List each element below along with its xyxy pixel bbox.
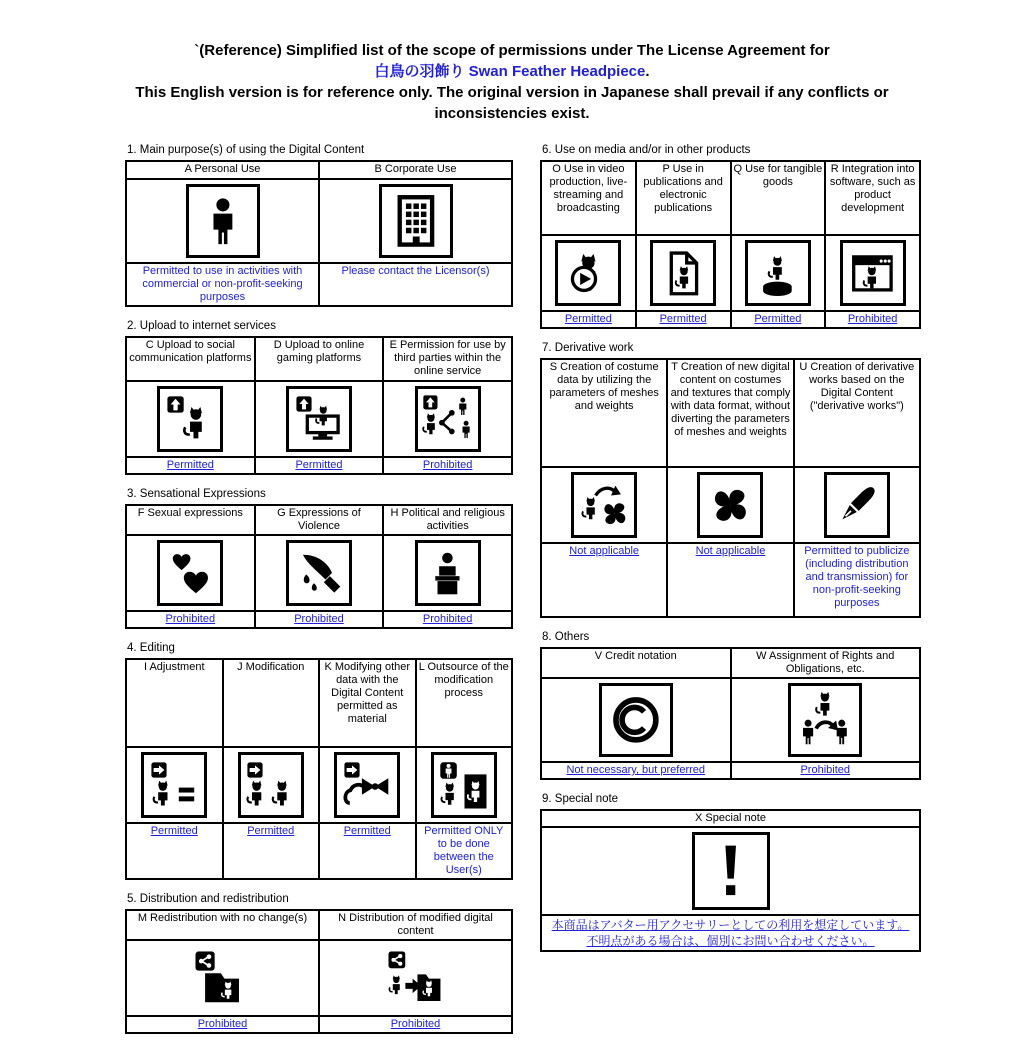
permissions-table-5 xyxy=(125,909,513,1034)
section-media-use xyxy=(540,144,921,329)
permissions-table-3 xyxy=(125,504,513,629)
status-C[interactable]: Permitted xyxy=(126,457,255,474)
section-derivative xyxy=(540,342,921,618)
costume-data-icon xyxy=(571,472,637,538)
cell-header-J: J Modification xyxy=(223,659,320,747)
cell-header-U: U Creation of derivative works based on the Digital Content ("derivative works") xyxy=(794,359,920,467)
status-F[interactable]: Prohibited xyxy=(126,611,255,628)
exclamation-icon xyxy=(692,832,770,910)
section-others xyxy=(540,631,921,780)
status-K[interactable]: Permitted xyxy=(319,823,416,879)
section-sensational xyxy=(125,488,513,629)
section-heading-4: 4. Editing xyxy=(127,642,175,654)
building-icon xyxy=(379,184,453,258)
permissions-table-1 xyxy=(125,160,513,307)
section-heading-7: 7. Derivative work xyxy=(542,342,634,354)
software-icon xyxy=(840,240,906,306)
redistribution-icon xyxy=(190,945,256,1011)
status-O[interactable]: Permitted xyxy=(541,311,636,328)
permissions-table-9 xyxy=(540,809,921,952)
cell-header-I: I Adjustment xyxy=(126,659,223,747)
material-use-icon xyxy=(334,752,400,818)
modification-icon xyxy=(238,752,304,818)
status-D[interactable]: Permitted xyxy=(255,457,384,474)
cell-header-W: W Assignment of Rights and Obligations, etc. xyxy=(731,648,921,678)
status-J[interactable]: Permitted xyxy=(223,823,320,879)
status-L: Permitted ONLY to be done between the User(s) xyxy=(416,823,513,879)
hearts-icon xyxy=(157,540,223,606)
upload-social-icon xyxy=(157,386,223,452)
rights-assignment-icon xyxy=(788,683,862,757)
cell-header-S: S Creation of costume data by utilizing the parameters of meshes and weights xyxy=(541,359,667,467)
status-M[interactable]: Prohibited xyxy=(126,1016,319,1033)
cell-header-F: F Sexual expressions xyxy=(126,505,255,535)
video-icon xyxy=(555,240,621,306)
permissions-table-4 xyxy=(125,658,513,880)
status-S[interactable]: Not applicable xyxy=(541,543,667,617)
section-heading-2: 2. Upload to internet services xyxy=(127,320,276,332)
modified-distribution-icon xyxy=(383,945,449,1011)
section-heading-6: 6. Use on media and/or in other products xyxy=(542,144,751,156)
tangible-goods-icon xyxy=(745,240,811,306)
cell-header-H: H Political and religious activities xyxy=(383,505,512,535)
status-A: Permitted to use in activities with commercial or non-profit-seeking purposes xyxy=(126,263,319,306)
status-I[interactable]: Permitted xyxy=(126,823,223,879)
status-E[interactable]: Prohibited xyxy=(383,457,512,474)
cell-header-K: K Modifying other data with the Digital Content permitted as material xyxy=(319,659,416,747)
third-party-use-icon xyxy=(415,386,481,452)
document-title xyxy=(122,40,902,124)
cell-header-V: V Credit notation xyxy=(541,648,731,678)
document-title-product-line xyxy=(122,61,902,82)
cell-header-M: M Redistribution with no change(s) xyxy=(126,910,319,940)
publication-icon xyxy=(650,240,716,306)
cell-header-A: A Personal Use xyxy=(126,161,319,179)
left-column xyxy=(125,144,513,1047)
section-upload xyxy=(125,320,513,475)
status-W[interactable]: Prohibited xyxy=(731,762,921,779)
cell-header-T: T Creation of new digital content on costumes and textures that comply with data format, without diverting the parameters of meshes and weights xyxy=(667,359,793,467)
status-N[interactable]: Prohibited xyxy=(319,1016,512,1033)
section-heading-8: 8. Others xyxy=(542,631,590,643)
adjustment-icon xyxy=(141,752,207,818)
permissions-table-8 xyxy=(540,647,921,780)
cell-header-B: B Corporate Use xyxy=(319,161,512,179)
cell-header-D: D Upload to online gaming platforms xyxy=(255,337,384,381)
person-icon xyxy=(186,184,260,258)
special-note-line-2[interactable]: 不明点がある場合は、個別にお問い合わせください。 xyxy=(586,934,875,948)
cell-header-P: P Use in publications and electronic publications xyxy=(636,161,731,235)
document-title-disclaimer: This English version is for reference only. The original version in Japanese shall prevail if any conflicts or inconsistencies exist. xyxy=(135,84,889,122)
status-H[interactable]: Prohibited xyxy=(383,611,512,628)
special-note-line-1[interactable]: 本商品はアバター用アクセサリーとしての利用を想定しています。 xyxy=(551,918,910,932)
section-editing xyxy=(125,642,513,880)
permissions-table-7 xyxy=(540,358,921,618)
copyright-icon xyxy=(599,683,673,757)
cell-header-O: O Use in video production, live-streaming and broadcasting xyxy=(541,161,636,235)
status-V[interactable]: Not necessary, but preferred xyxy=(541,762,731,779)
cell-header-G: G Expressions of Violence xyxy=(255,505,384,535)
section-distribution xyxy=(125,893,513,1034)
product-name-suffix: . xyxy=(645,63,650,80)
section-heading-9: 9. Special note xyxy=(542,793,619,805)
right-column xyxy=(540,144,921,965)
status-U: Permitted to publicize (including distribution and transmission) for non-profit-seeking purposes xyxy=(794,543,920,617)
status-P[interactable]: Permitted xyxy=(636,311,731,328)
status-R[interactable]: Prohibited xyxy=(825,311,920,328)
podium-icon xyxy=(415,540,481,606)
cell-header-Q: Q Use for tangible goods xyxy=(731,161,826,235)
cell-header-N: N Distribution of modified digital content xyxy=(319,910,512,940)
status-Q[interactable]: Permitted xyxy=(731,311,826,328)
cell-header-R: R Integration into software, such as product development xyxy=(825,161,920,235)
new-content-icon xyxy=(697,472,763,538)
permissions-table-6 xyxy=(540,160,921,329)
upload-gaming-icon xyxy=(286,386,352,452)
product-name: 白鳥の羽飾り Swan Feather Headpiece xyxy=(374,63,646,80)
status-G[interactable]: Prohibited xyxy=(255,611,384,628)
knife-icon xyxy=(286,540,352,606)
cell-header-C: C Upload to social communication platforms xyxy=(126,337,255,381)
cell-header-X: X Special note xyxy=(541,810,920,827)
document-title-line1: `(Reference) Simplified list of the scope of permissions under The License Agreement for xyxy=(194,42,830,59)
status-B: Please contact the Licensor(s) xyxy=(319,263,512,306)
cell-header-E: E Permission for use by third parties within the online service xyxy=(383,337,512,381)
section-heading-3: 3. Sensational Expressions xyxy=(127,488,266,500)
status-T[interactable]: Not applicable xyxy=(667,543,793,617)
section-special-note xyxy=(540,793,921,952)
pen-icon xyxy=(824,472,890,538)
permissions-table-2 xyxy=(125,336,513,475)
outsource-icon xyxy=(431,752,497,818)
section-heading-5: 5. Distribution and redistribution xyxy=(127,893,289,905)
section-main-purpose xyxy=(125,144,513,307)
section-heading-1: 1. Main purpose(s) of using the Digital Content xyxy=(127,144,365,156)
cell-header-L: L Outsource of the modification process xyxy=(416,659,513,747)
